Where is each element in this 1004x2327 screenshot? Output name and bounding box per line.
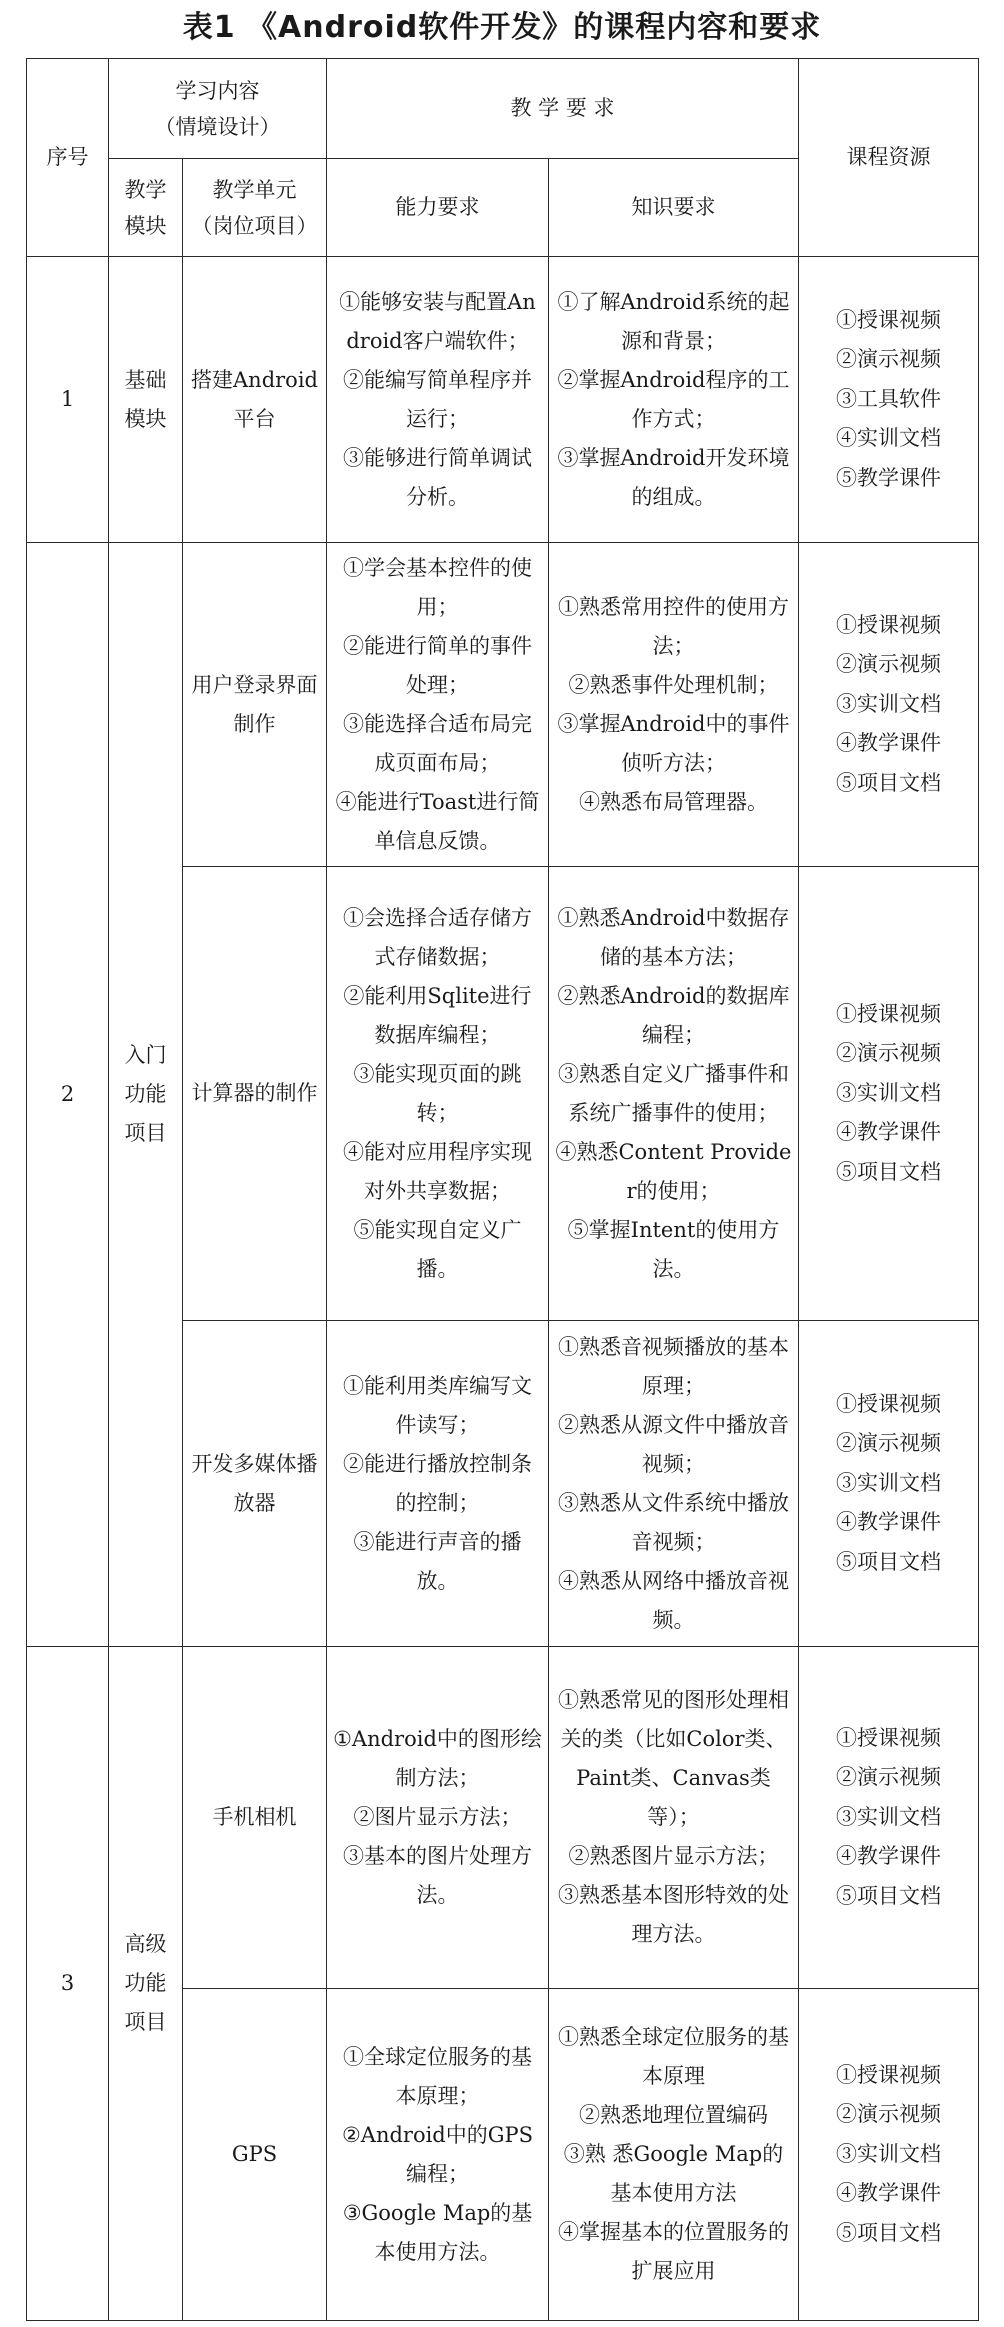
resource-item: ①授课视频 [836,2062,941,2087]
knowledge-item: ①熟悉常见的图形处理相关的类（比如Color类、Paint类、Canvas类等）； [558,1688,789,1829]
ability-item: ①能利用类库编写文件读写； [343,1373,532,1437]
knowledge-cell [549,543,799,867]
resource-item: ③工具软件 [836,386,941,411]
knowledge-item: ①熟悉Android中数据存储的基本方法； [557,905,790,969]
ability-item: ②能进行播放控制条的控制； [343,1451,532,1515]
ability-item: ④能进行Toast进行简单信息反馈。 [335,789,540,853]
knowledge-item: ②掌握Android程序的工作方式； [557,367,790,431]
resource-item: ②演示视频 [836,1765,941,1790]
ability-item: ①能够安装与配置Android客户端软件； [339,289,536,353]
ability-item: ③能进行声音的播放。 [353,1529,522,1593]
unit-cell: 搭建Android平台 [183,257,327,543]
knowledge-item: ③熟悉基本图形特效的处理方法。 [558,1883,789,1946]
knowledge-item: ④熟悉布局管理器。 [579,789,768,814]
resource-item: ④教学课件 [836,731,941,756]
knowledge-cell [549,1989,799,2321]
resource-item: ③实训文档 [836,1080,941,1105]
resource-item: ②演示视频 [836,347,941,372]
knowledge-item: ①熟悉音视频播放的基本原理； [558,1334,789,1398]
knowledge-item: ②熟悉Android的数据库编程； [557,983,790,1047]
resource-item: ④教学课件 [836,2181,941,2206]
table-row [27,1647,979,1989]
header-teaching: 教 学 要 求 [327,59,799,159]
header-resources: 课程资源 [799,59,979,257]
module-cell: 基础 模块 [109,257,183,543]
ability-item: ④能对应用程序实现对外共享数据； [343,1139,532,1203]
ability-cell [327,867,549,1321]
table-row [27,543,979,867]
resource-item: ⑤项目文档 [836,1883,941,1908]
resource-item: ⑤项目文档 [836,770,941,795]
course-table [26,58,979,2321]
resource-item: ③实训文档 [836,2141,941,2166]
resource-item: ②演示视频 [836,652,941,677]
header-row [27,59,979,159]
module-cell: 高级 功能 项目 [109,1647,183,2321]
resource-item: ⑤项目文档 [836,2220,941,2245]
knowledge-item: ②熟悉从源文件中播放音视频； [558,1412,789,1476]
resource-item: ①授课视频 [836,307,941,332]
knowledge-item: ③熟 悉Google Map的基本使用方法 [563,2142,784,2205]
header-knowledge: 知识要求 [549,159,799,257]
ability-item: ①全球定位服务的基本原理； [343,2044,532,2108]
resources-cell [799,543,979,867]
header-module: 教学 模块 [109,159,183,257]
knowledge-cell [549,1647,799,1989]
knowledge-cell [549,867,799,1321]
seq-cell: 2 [27,543,109,1647]
ability-item: ①会选择合适存储方式存储数据； [343,905,532,969]
resource-item: ③实训文档 [836,1804,941,1829]
ability-item: ③能选择合适布局完成页面布局； [343,711,532,775]
ability-item: ②图片显示方法； [353,1805,522,1829]
resource-item: ①授课视频 [836,1391,941,1416]
resource-item: ④教学课件 [836,1510,941,1535]
knowledge-cell [549,257,799,543]
ability-item: ②Android中的GPS编程； [341,2122,534,2186]
ability-item: ②能利用Sqlite进行数据库编程； [343,983,532,1047]
header-study-sub: （情境设计） [154,114,281,139]
header-seq: 序号 [27,59,109,257]
table-row [27,257,979,543]
resources-cell [799,1989,979,2321]
resource-item: ②演示视频 [836,2102,941,2127]
unit-cell: 计算器的制作 [183,867,327,1321]
knowledge-item: ④掌握基本的位置服务的扩展应用 [558,2220,789,2283]
header-study [109,59,327,159]
resource-item: ⑤项目文档 [836,1549,941,1574]
resources-cell [799,867,979,1321]
ability-item: ③能够进行简单调试分析。 [343,445,532,509]
knowledge-item: ④熟悉从网络中播放音视频。 [558,1568,789,1632]
resource-item: ③实训文档 [836,1470,941,1495]
unit-cell: 用户登录界面制作 [183,543,327,867]
resource-item: ④实训文档 [836,426,941,451]
knowledge-item: ②熟悉地理位置编码 [579,2103,768,2127]
knowledge-item: ②熟悉事件处理机制； [568,672,779,697]
header-study-title: 学习内容 [175,78,260,103]
ability-item: ②能编写简单程序并运行； [343,367,532,431]
ability-cell [327,1989,549,2321]
seq-cell: 3 [27,1647,109,2321]
ability-item: ①学会基本控件的使用； [343,555,532,619]
unit-cell: 开发多媒体播放器 [183,1321,327,1647]
ability-item: ②能进行简单的事件处理； [343,633,532,697]
knowledge-item: ③掌握Android中的事件侦听方法； [557,711,790,775]
resources-cell [799,257,979,543]
unit-cell: GPS [183,1989,327,2321]
knowledge-item: ⑤掌握Intent的使用方法。 [567,1217,780,1281]
knowledge-item: ③熟悉从文件系统中播放音视频； [558,1490,789,1554]
resource-item: ⑤项目文档 [836,1159,941,1184]
ability-item: ①Android中的图形绘制方法； [333,1727,542,1790]
resource-item: ①授课视频 [836,612,941,637]
resource-item: ⑤教学课件 [836,465,941,490]
header-unit: 教学单元 （岗位项目） [183,159,327,257]
resources-cell [799,1647,979,1989]
knowledge-item: ③掌握Android开发环境的组成。 [557,445,790,509]
knowledge-item: ②熟悉图片显示方法； [568,1844,779,1868]
resource-item: ④教学课件 [836,1844,941,1869]
header-ability: 能力要求 [327,159,549,257]
ability-cell [327,1321,549,1647]
resource-item: ①授课视频 [836,1001,941,1026]
resource-item: ④教学课件 [836,1120,941,1145]
unit-cell: 手机相机 [183,1647,327,1989]
ability-item: ③基本的图片处理方法。 [343,1844,532,1907]
ability-item: ⑤能实现自定义广播。 [353,1217,522,1281]
knowledge-item: ④熟悉Content Provider的使用； [555,1139,792,1203]
resource-item: ②演示视频 [836,1431,941,1456]
ability-cell [327,1647,549,1989]
ability-cell [327,543,549,867]
knowledge-cell [549,1321,799,1647]
ability-item: ③能实现页面的跳转； [353,1061,522,1125]
module-cell: 入门 功能 项目 [109,543,183,1647]
resource-item: ③实训文档 [836,691,941,716]
knowledge-item: ③熟悉自定义广播事件和系统广播事件的使用； [558,1061,789,1125]
resource-item: ②演示视频 [836,1041,941,1066]
table-title: 表1 《Android软件开发》的课程内容和要求 [182,10,822,45]
resource-item: ①授课视频 [836,1725,941,1750]
knowledge-item: ①了解Android系统的起源和背景； [557,289,790,353]
ability-item: ③Google Map的基本使用方法。 [342,2200,533,2264]
seq-cell: 1 [27,257,109,543]
ability-cell [327,257,549,543]
resources-cell [799,1321,979,1647]
knowledge-item: ①熟悉常用控件的使用方法； [558,594,789,658]
knowledge-item: ①熟悉全球定位服务的基本原理 [558,2025,789,2088]
